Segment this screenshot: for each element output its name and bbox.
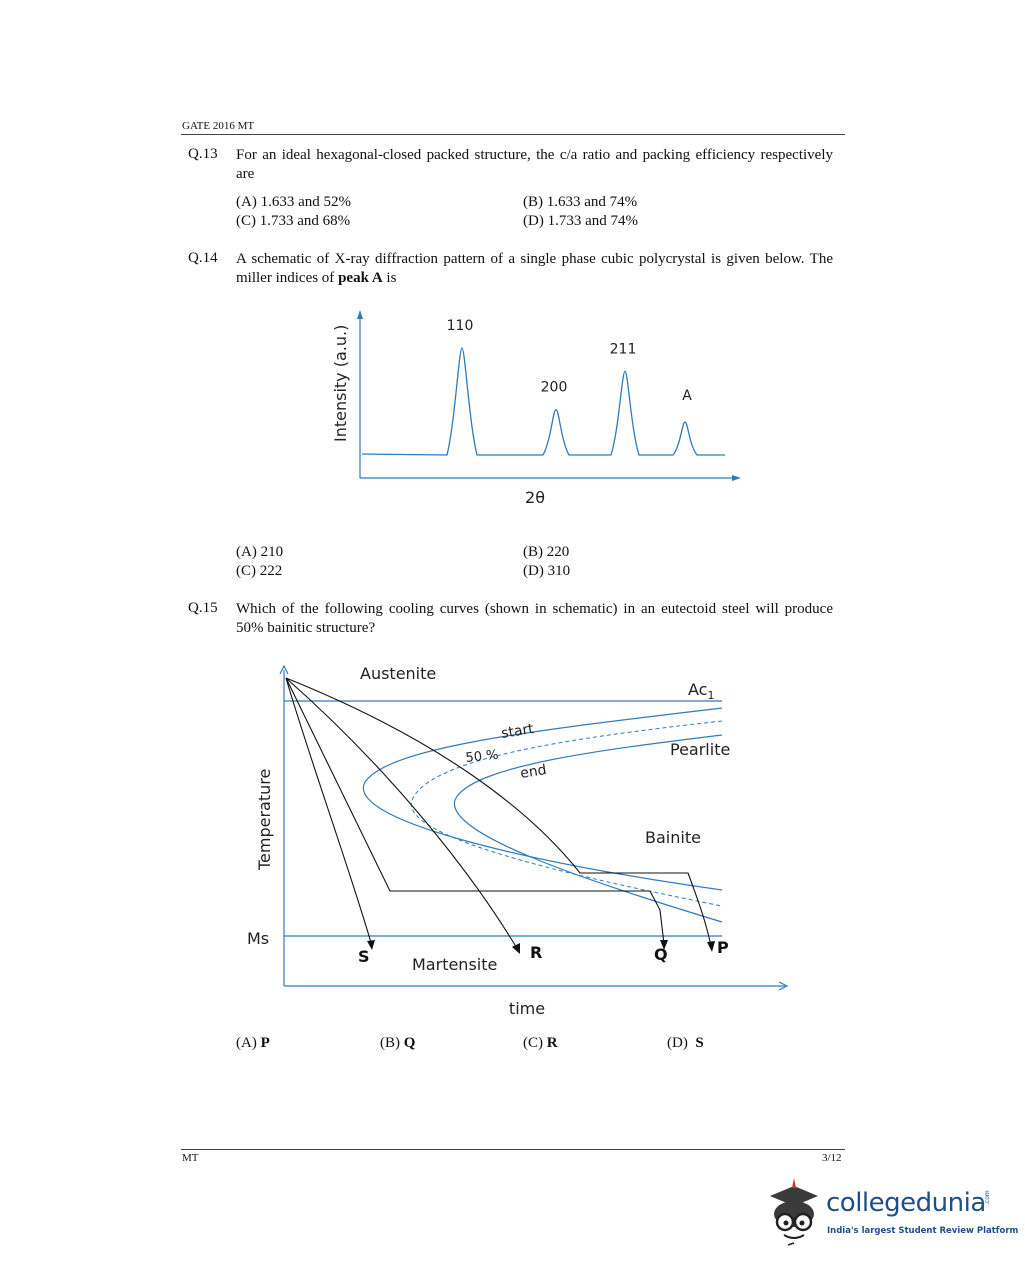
xrd-y-arrow-icon — [357, 310, 363, 319]
q13-number: Q.13 — [188, 146, 218, 162]
q13-option-c: (C) 1.733 and 68% — [236, 213, 351, 229]
ttt-x-label: time — [508, 999, 546, 1018]
brand-domain: .com — [984, 1190, 991, 1205]
cooling-curve-r — [286, 678, 518, 950]
peak-label-211: 211 — [609, 341, 637, 358]
footer-paper-code: MT — [182, 1152, 199, 1164]
xrd-chart — [320, 300, 760, 520]
brand-tagline: India's largest Student Review Platform — [827, 1226, 1019, 1236]
exam-header: GATE 2016 MT — [182, 120, 255, 132]
curve-label-q: Q — [654, 945, 668, 964]
q14-option-a: (A) 210 — [236, 544, 284, 560]
q13-option-d: (D) 1.733 and 74% — [523, 213, 638, 229]
xrd-y-label: Intensity (a.u.) — [331, 324, 350, 442]
q14-text: A schematic of X-ray diffraction pattern of a single phase cubic polycrystal is given below. The miller indices of peak A is — [236, 251, 833, 286]
curve-label-s: S — [358, 947, 370, 966]
curve-p-arrow-icon — [707, 941, 715, 952]
curve-label-r: R — [530, 943, 543, 962]
peak-label-200: 200 — [540, 379, 568, 396]
cooling-curve-q — [286, 678, 664, 944]
curve-r-arrow-icon — [512, 943, 520, 954]
q14-option-b: (B) 220 — [523, 544, 570, 560]
q14-number: Q.14 — [188, 250, 218, 266]
q14-bold-term: peak A — [338, 270, 383, 286]
austenite-label: Austenite — [360, 664, 437, 683]
peak-label-110: 110 — [446, 318, 474, 334]
ttt-y-label: Temperature — [255, 768, 274, 870]
q14-option-c: (C) 222 — [236, 563, 283, 579]
q13-option-a: (A) 1.633 and 52% — [236, 194, 351, 210]
q13-option-b: (B) 1.633 and 74% — [523, 194, 638, 210]
footer-rule — [181, 1149, 845, 1150]
header-rule — [181, 134, 845, 135]
footer-page-number: 3/12 — [822, 1152, 842, 1164]
fifty-percent-label: 50 % — [464, 747, 500, 766]
curve-label-p: P — [717, 938, 729, 957]
transformation-start-curve — [363, 708, 722, 890]
end-label: end — [519, 762, 548, 782]
ttt-diagram — [240, 650, 800, 1030]
q15-option-c: (C) R — [523, 1035, 558, 1051]
pearlite-label: Pearlite — [670, 740, 731, 759]
cooling-curve-p — [286, 678, 711, 946]
q14-option-d: (D) 310 — [523, 563, 571, 579]
q15-option-a: (A) P — [236, 1035, 270, 1051]
q15-number: Q.15 — [188, 600, 218, 616]
xrd-x-arrow-icon — [732, 475, 741, 481]
xrd-pattern-line — [362, 348, 725, 455]
peak-label-a: A — [682, 388, 692, 405]
start-label: start — [500, 721, 535, 742]
xrd-x-label: 2θ — [525, 488, 545, 507]
bainite-label: Bainite — [645, 828, 701, 847]
ms-label: Ms — [247, 929, 270, 948]
brand-name: collegedunia — [826, 1188, 986, 1218]
ac1-label: $Ac_1$ — [688, 680, 715, 702]
q15-option-b: (B) Q — [380, 1035, 416, 1051]
martensite-label: Martensite — [412, 955, 498, 974]
q15-option-d: (D) S — [667, 1035, 704, 1051]
q13-text: For an ideal hexagonal-closed packed structure, the c/a ratio and packing efficiency respectively are — [236, 147, 833, 182]
mascot-logo-icon — [764, 1178, 824, 1248]
q15-text: Which of the following cooling curves (shown in schematic) in an eutectoid steel will produce 50% bainitic structure? — [236, 601, 833, 636]
